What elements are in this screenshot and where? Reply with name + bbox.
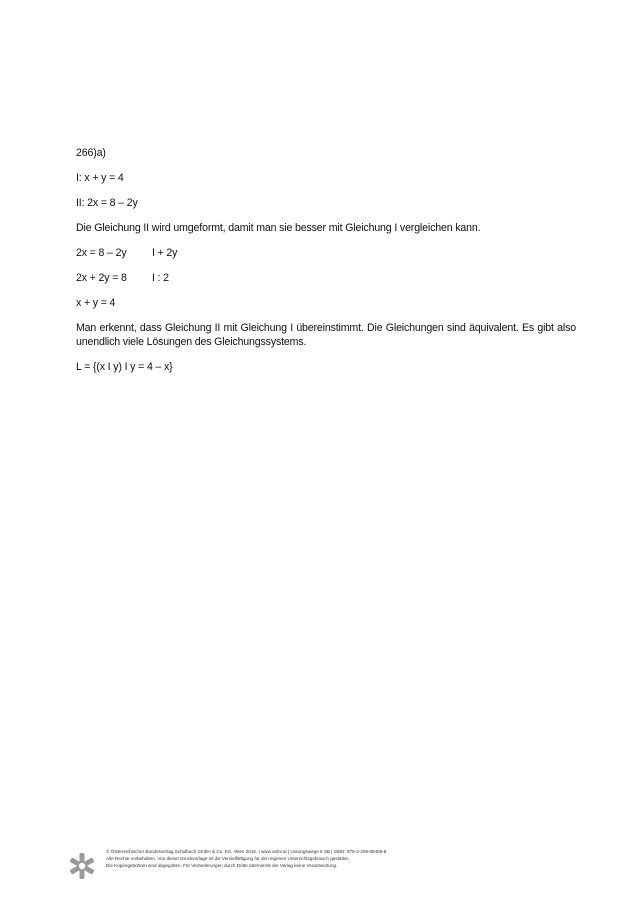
step-equation: 2x = 8 – 2y (76, 247, 127, 259)
problem-number: 266)a) (76, 147, 106, 159)
page-footer (68, 848, 488, 880)
explanation-text: Die Gleichung II wird umgeformt, damit man sie besser mit Gleichung I vergleichen kann. (76, 222, 481, 234)
footer-disclaimer: Die Kopiergebühren sind abgegolten. Für Veränderungen durch Dritte übernimmt der Verlag keine Verantwortung. (106, 863, 338, 868)
footer-copyright: © Österreichischer Bundesverlag Schulbuch GmbH & Co. KG, Wien 2015. | www.oebv.at | Lösungswege 5 SB | ISBN: 978-3-209-08466-8 (106, 849, 387, 854)
result-equation: x + y = 4 (76, 297, 116, 309)
conclusion-text: Man erkennt, dass Gleichung II mit Gleichung I übereinstimmt. Die Gleichungen sind äquivalent. Es gibt also unendlich viele Lösungen des Gleichungssystems. (76, 322, 576, 348)
step-operation: I : 2 (152, 272, 169, 284)
step-operation: I + 2y (152, 247, 178, 259)
equation-two: II: 2x = 8 – 2y (76, 197, 138, 209)
transformation-step (76, 271, 576, 285)
equation-one: I: x + y = 4 (76, 172, 124, 184)
publisher-star-logo-icon (68, 852, 96, 880)
step-equation: 2x + 2y = 8 (76, 272, 127, 284)
solution-content (76, 146, 576, 385)
transformation-step (76, 246, 576, 260)
solution-set: L = {(x I y) I y = 4 – x} (76, 361, 173, 373)
footer-text (106, 848, 486, 869)
footer-rights: Alle Rechte vorbehalten. Von dieser Druckvorlage ist die Vervielfältigung für den eigenen Unterrichtsgebrauch gestattet. (106, 856, 350, 861)
